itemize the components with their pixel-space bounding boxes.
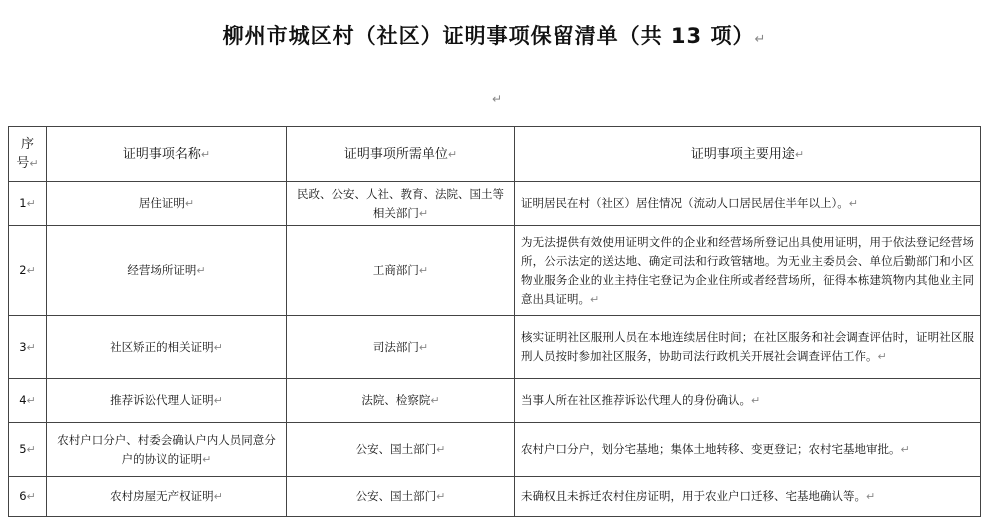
header-unit: 证明事项所需单位↵ bbox=[287, 127, 515, 182]
cell-use: 农村户口分户，划分宅基地；集体土地转移、变更登记；农村宅基地审批。↵ bbox=[515, 423, 981, 477]
cell-no: 3↵ bbox=[9, 316, 47, 379]
table-header-row bbox=[9, 127, 981, 182]
paragraph-mark-icon: ↵ bbox=[754, 32, 767, 47]
header-use: 证明事项主要用途↵ bbox=[515, 127, 981, 182]
cell-unit: 公安、国土部门↵ bbox=[287, 477, 515, 517]
table-row bbox=[9, 316, 981, 379]
table-row bbox=[9, 423, 981, 477]
cell-name: 居住证明↵ bbox=[47, 182, 287, 226]
cell-no: 1↵ bbox=[9, 182, 47, 226]
document-title-text: 柳州市城区村（社区）证明事项保留清单（共 13 项） bbox=[222, 24, 755, 48]
table-row bbox=[9, 226, 981, 316]
cell-name: 推荐诉讼代理人证明↵ bbox=[47, 379, 287, 423]
header-no: 序号↵ bbox=[9, 127, 47, 182]
header-name: 证明事项名称↵ bbox=[47, 127, 287, 182]
cell-unit: 法院、检察院↵ bbox=[287, 379, 515, 423]
cell-unit: 民政、公安、人社、教育、法院、国土等相关部门↵ bbox=[287, 182, 515, 226]
cell-use: 为无法提供有效使用证明文件的企业和经营场所登记出具使用证明，用于依法登记经营场所，公示法定的送达地、确定司法和行政管辖地。为无业主委员会、单位后勤部门和小区物业服务企业的业主持住宅登记为企业住所或者经营场所，征得本栋建筑物内其他业主同意出具证明。↵ bbox=[515, 226, 981, 316]
cell-use: 证明居民在村（社区）居住情况（流动人口居民居住半年以上）。↵ bbox=[515, 182, 981, 226]
cell-use: 未确权且未拆迁农村住房证明，用于农业户口迁移、宅基地确认等。↵ bbox=[515, 477, 981, 517]
cell-name: 经营场所证明↵ bbox=[47, 226, 287, 316]
cell-name: 社区矫正的相关证明↵ bbox=[47, 316, 287, 379]
table-row bbox=[9, 477, 981, 517]
cell-use: 核实证明社区服刑人员在本地连续居住时间；在社区服务和社会调查评估时，证明社区服刑人员按时参加社区服务，协助司法行政机关开展社会调查评估工作。↵ bbox=[515, 316, 981, 379]
cell-name: 农村户口分户、村委会确认户内人员同意分户的协议的证明↵ bbox=[47, 423, 287, 477]
cell-use: 当事人所在社区推荐诉讼代理人的身份确认。↵ bbox=[515, 379, 981, 423]
cell-no: 6↵ bbox=[9, 477, 47, 517]
cell-unit: 工商部门↵ bbox=[287, 226, 515, 316]
paragraph-mark-icon: ↵ bbox=[492, 92, 503, 106]
cell-no: 5↵ bbox=[9, 423, 47, 477]
certificate-items-table bbox=[8, 126, 981, 517]
cell-no: 4↵ bbox=[9, 379, 47, 423]
document-title bbox=[0, 20, 989, 50]
cell-name: 农村房屋无产权证明↵ bbox=[47, 477, 287, 517]
cell-unit: 司法部门↵ bbox=[287, 316, 515, 379]
table-row bbox=[9, 379, 981, 423]
table-row bbox=[9, 182, 981, 226]
cell-unit: 公安、国土部门↵ bbox=[287, 423, 515, 477]
cell-no: 2↵ bbox=[9, 226, 47, 316]
